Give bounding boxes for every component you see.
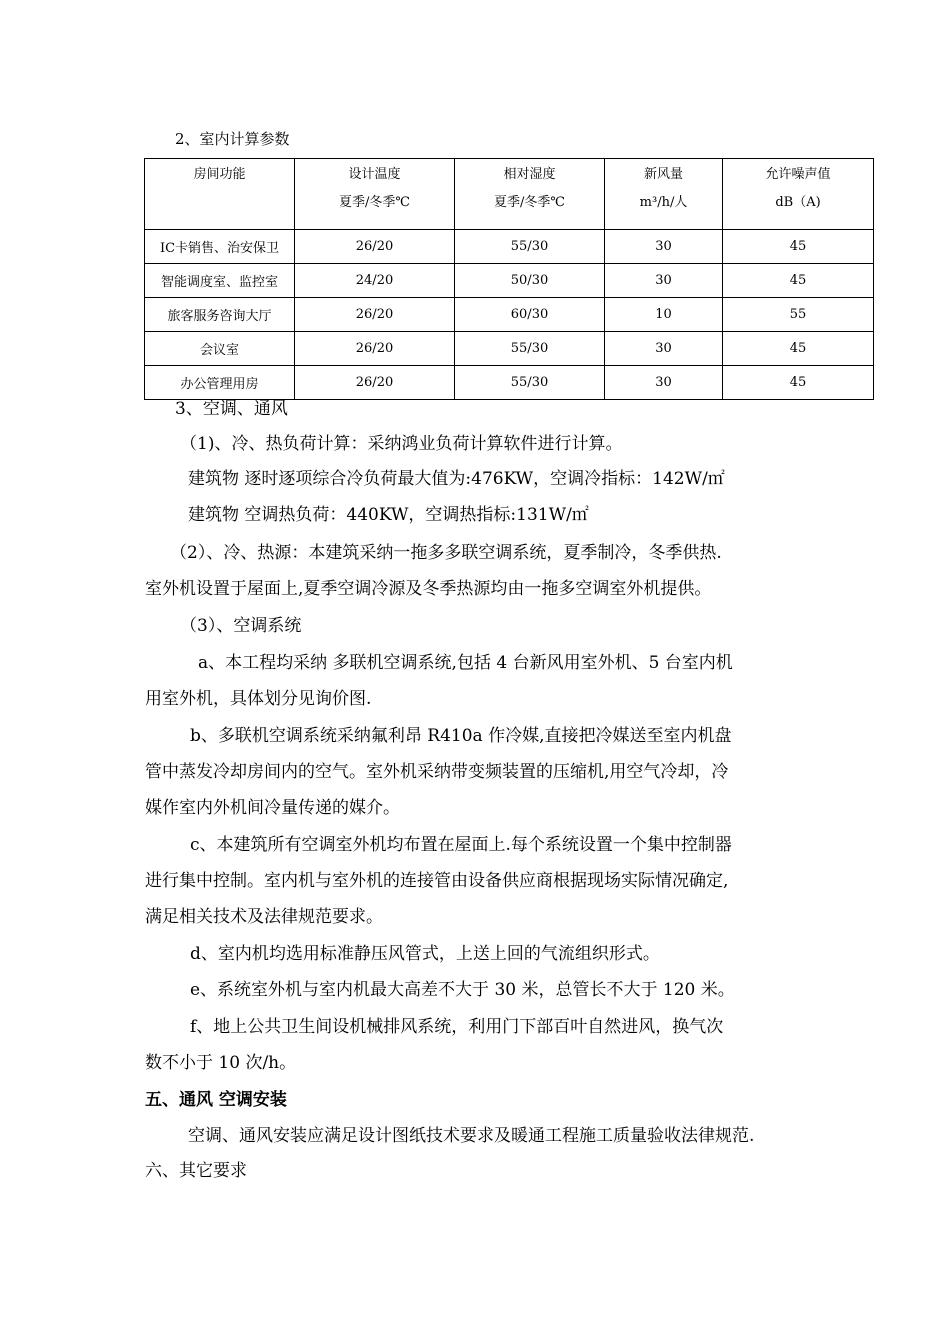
paragraph-load-calc: （1)、冷、热负荷计算：采纳鸿业负荷计算软件进行计算。 [180, 434, 623, 454]
paragraph-item-c-cont2: 满足相关技术及法律规范要求。 [145, 907, 383, 927]
table-row [145, 366, 874, 400]
table-cell: 26/20 [295, 298, 455, 332]
section-heading-indoor-params: 2、室内计算参数 [175, 130, 290, 148]
header-fresh-air: 新风量 m³/h/人 [605, 159, 723, 230]
paragraph-item-d: d、室内机均选用标准静压风管式，上送上回的气流组织形式。 [190, 944, 660, 964]
table-cell: 45 [723, 264, 874, 298]
paragraph-item-f: f、地上公共卫生间设机械排风系统，利用门下部百叶自然进风，换气次 [190, 1017, 724, 1037]
table-cell: 旅客服务咨询大厅 [145, 298, 295, 332]
table-header-row [145, 159, 874, 230]
header-noise-limit: 允许噪声值 dB（A) [723, 159, 874, 230]
table-cell: 26/20 [295, 332, 455, 366]
header-room-function: 房间功能 [145, 159, 295, 230]
table-cell: 55/30 [455, 332, 605, 366]
table-cell: 30 [605, 264, 723, 298]
table-cell: 智能调度室、监控室 [145, 264, 295, 298]
paragraph-installation: 空调、通风安装应满足设计图纸技术要求及暖通工程施工质量验收法律规范. [188, 1126, 755, 1146]
table-cell: 55/30 [455, 230, 605, 264]
paragraph-item-b-cont2: 媒作室内外机间冷量传递的媒介。 [145, 798, 400, 818]
table-cell: 26/20 [295, 230, 455, 264]
table-cell: 会议室 [145, 332, 295, 366]
paragraph-item-f-cont: 数不小于 10 次/h。 [145, 1053, 297, 1073]
table-cell: 45 [723, 332, 874, 366]
subheading-ac-system: （3）、空调系统 [180, 616, 302, 636]
table-cell: 55/30 [455, 366, 605, 400]
header-relative-humidity: 相对湿度 夏季/冬季℃ [455, 159, 605, 230]
table-cell: 24/20 [295, 264, 455, 298]
table-cell: 办公管理用房 [145, 366, 295, 400]
paragraph-heating-load: 建筑物 空调热负荷：440KW，空调热指标:131W/㎡ [188, 505, 589, 525]
table-cell: 55 [723, 298, 874, 332]
table-cell: 10 [605, 298, 723, 332]
table-cell: 45 [723, 366, 874, 400]
section-heading-installation: 五、通风 空调安装 [145, 1090, 287, 1110]
table-cell: 30 [605, 230, 723, 264]
paragraph-item-b-cont1: 管中蒸发冷却房间内的空气。室外机采纳带变频装置的压缩机,用空气冷却，冷 [145, 762, 729, 782]
table-cell: 26/20 [295, 366, 455, 400]
paragraph-item-a-cont: 用室外机，具体划分见询价图. [145, 689, 372, 709]
table-row [145, 230, 874, 264]
paragraph-heat-source: （2）、冷、热源：本建筑采纳一拖多多联空调系统，夏季制冷，冬季供热. [170, 543, 722, 563]
table-cell: IC卡销售、治安保卫 [145, 230, 295, 264]
paragraph-heat-source-cont: 室外机设置于屋面上,夏季空调冷源及冬季热源均由一拖多空调室外机提供。 [145, 579, 712, 599]
paragraph-item-a: a、本工程均采纳 多联机空调系统,包括 4 台新风用室外机、5 台室内机 [198, 653, 733, 673]
section-heading-other: 六、其它要求 [145, 1161, 247, 1181]
indoor-params-table [144, 158, 874, 400]
paragraph-item-c: c、本建筑所有空调室外机均布置在屋面上.每个系统设置一个集中控制器 [190, 835, 732, 855]
paragraph-item-b: b、多联机空调系统采纳氟利昂 R410a 作冷媒,直接把冷媒送至室内机盘 [190, 726, 732, 746]
table-cell: 30 [605, 366, 723, 400]
paragraph-item-c-cont1: 进行集中控制。室内机与室外机的连接管由设备供应商根据现场实际情况确定, [145, 871, 729, 891]
paragraph-cooling-load: 建筑物 逐时逐项综合冷负荷最大值为:476KW，空调冷指标：142W/㎡ [188, 469, 725, 489]
table-row [145, 264, 874, 298]
table-cell: 45 [723, 230, 874, 264]
section-heading-ac-ventilation: 3、空调、通风 [175, 399, 288, 419]
header-design-temperature: 设计温度 夏季/冬季℃ [295, 159, 455, 230]
table-cell: 30 [605, 332, 723, 366]
table-row [145, 298, 874, 332]
table-row [145, 332, 874, 366]
table-cell: 50/30 [455, 264, 605, 298]
table-cell: 60/30 [455, 298, 605, 332]
paragraph-item-e: e、系统室外机与室内机最大高差不大于 30 米，总管长不大于 120 米。 [190, 980, 735, 1000]
